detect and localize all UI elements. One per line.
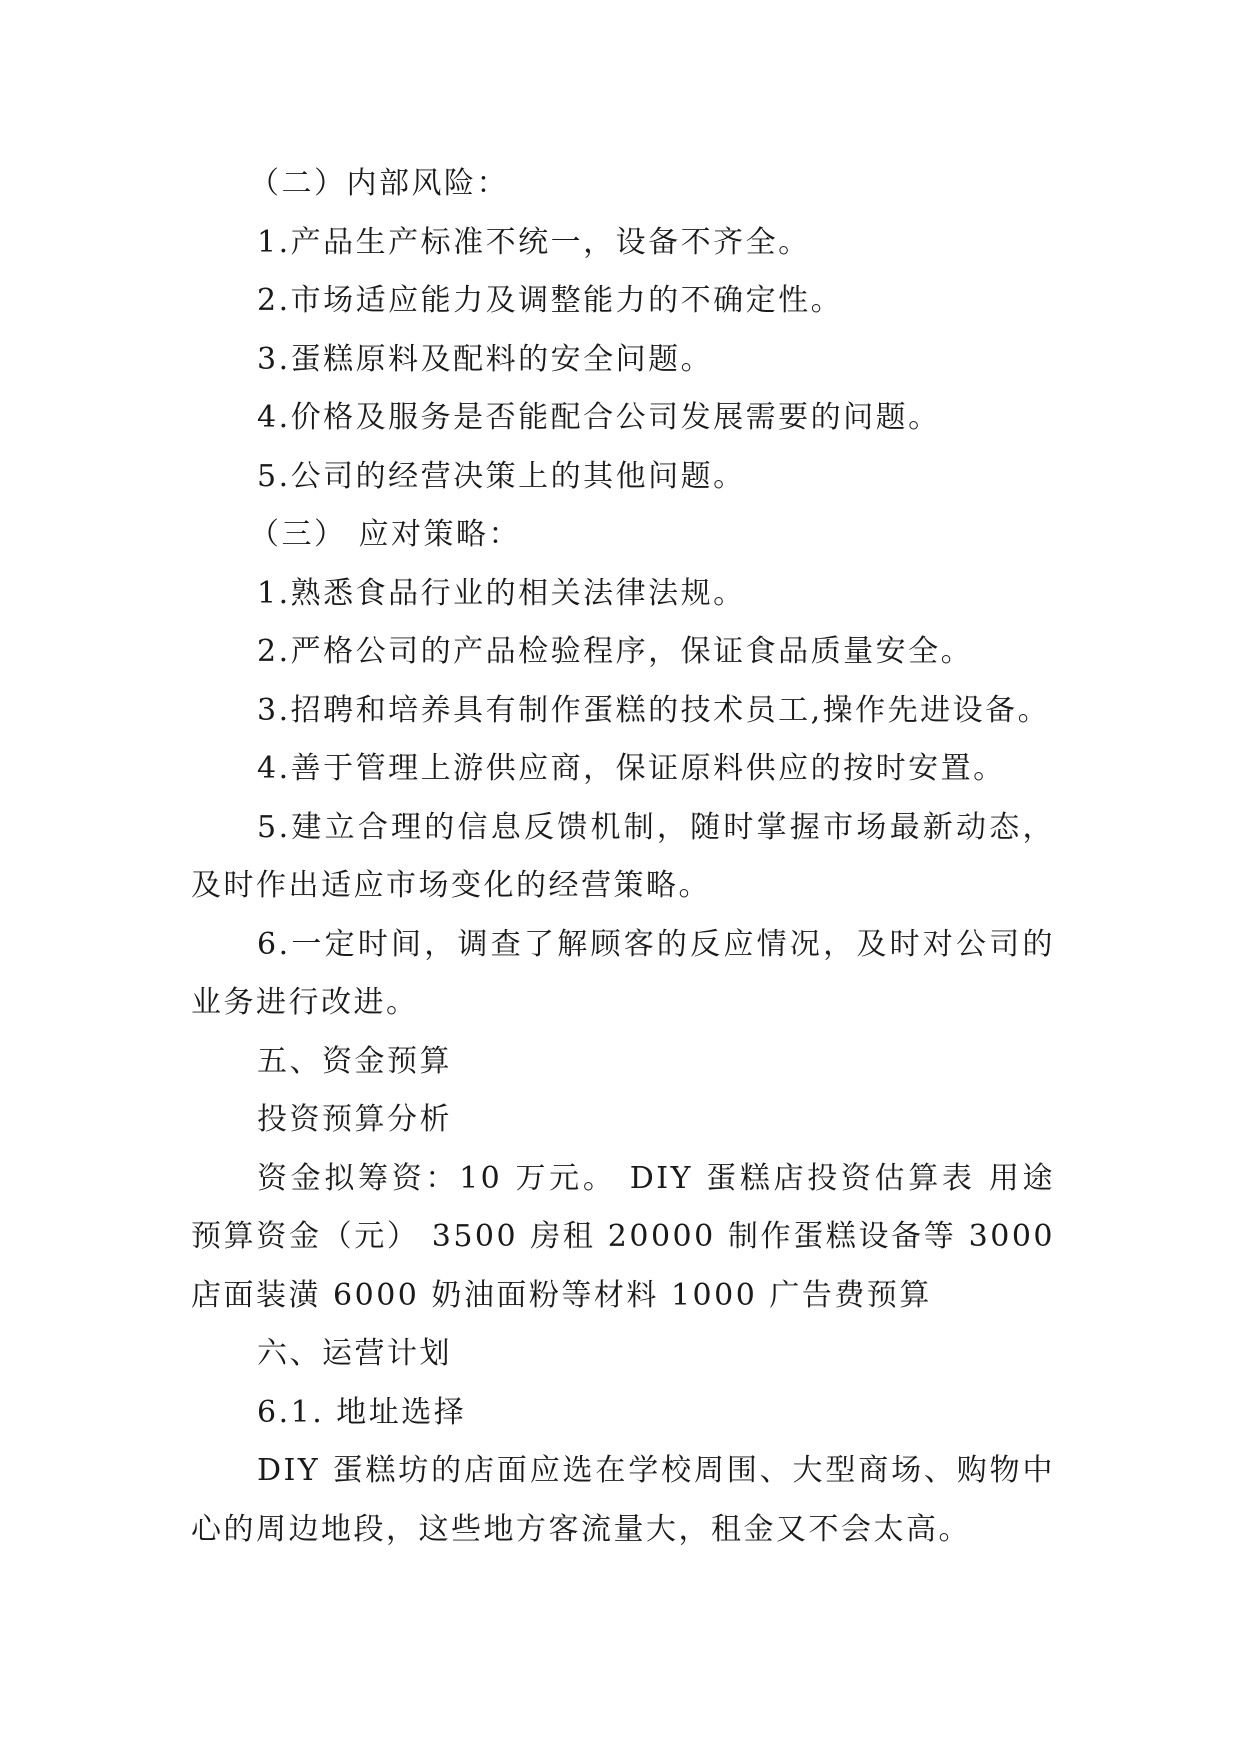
subsection-heading: 6.1. 地址选择 (257, 1394, 467, 1430)
internal-risk-heading: （二）内部风险： (249, 166, 509, 201)
strategy-heading: （三） 应对策略： (249, 517, 522, 552)
body-paragraph: DIY 蛋糕坊的店面应选在学校周围、大型商场、购物中心的周边地段，这些地方客流量大，租金又不会太高。 (191, 1453, 1055, 1547)
list-item: 4.价格及服务是否能配合公司发展需要的问题。 (257, 400, 941, 435)
budget-paragraph: 资金拟筹资：10 万元。 DIY 蛋糕店投资估算表 用途 预算资金（元） 3500 房租 20000 制作蛋糕设备等 3000 店面装潢 6000 奶油面粉等材料 1000 广告费预算 (191, 1160, 1055, 1313)
list-item: 3.招聘和培养具有制作蛋糕的技术员工,操作先进设备。 (257, 692, 1051, 728)
section-heading: 五、资金预算 (257, 1043, 452, 1079)
list-item: 6.一定时间，调查了解顾客的反应情况，及时对公司的业务进行改进。 (191, 926, 1055, 1020)
list-item: 4.善于管理上游供应商，保证原料供应的按时安置。 (257, 751, 1006, 786)
document-body (191, 155, 1055, 1559)
list-item: 1.熟悉食品行业的相关法律法规。 (257, 575, 746, 611)
list-item: 1.产品生产标准不统一，设备不齐全。 (257, 224, 811, 260)
list-item: 2.严格公司的产品检验程序，保证食品质量安全。 (257, 634, 974, 669)
section-heading: 六、运营计划 (257, 1336, 452, 1371)
list-item: 5.建立合理的信息反馈机制，随时掌握市场最新动态，及时作出适应市场变化的经营策略。 (191, 809, 1055, 903)
subsection-heading: 投资预算分析 (257, 1102, 452, 1137)
list-item: 2.市场适应能力及调整能力的不确定性。 (257, 283, 844, 318)
list-item: 3.蛋糕原料及配料的安全问题。 (257, 341, 714, 377)
list-item: 5.公司的经营决策上的其他问题。 (257, 458, 746, 494)
